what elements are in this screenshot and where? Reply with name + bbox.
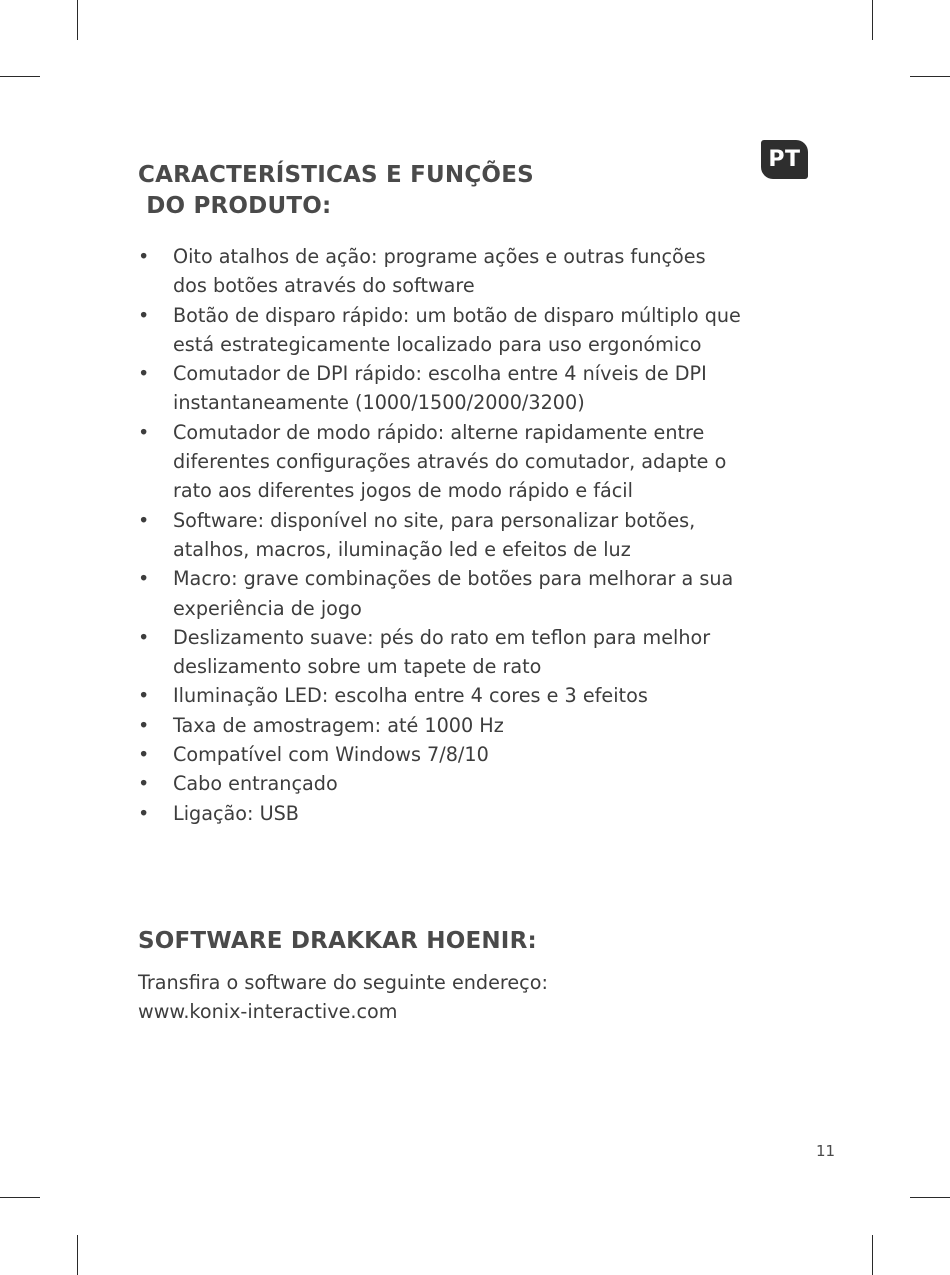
feature-item	[138, 681, 818, 710]
feature-item-text: Software: disponível no site, para personalizar botões,	[173, 508, 696, 532]
feature-item	[138, 359, 818, 418]
feature-item-text: Compatível com Windows 7/8/10	[173, 743, 489, 767]
bullet-icon: •	[138, 362, 150, 386]
crop-mark-top-left-horizontal	[0, 76, 40, 77]
crop-mark-bottom-right-vertical	[872, 1235, 873, 1275]
feature-item	[138, 506, 818, 565]
feature-item-text: Iluminação LED: escolha entre 4 cores e 3 efeitos	[173, 684, 648, 708]
feature-item	[138, 564, 818, 623]
software-url: www.konix-interactive.com	[138, 1000, 398, 1024]
feature-item	[138, 301, 818, 360]
feature-item-text: experiência de jogo	[173, 596, 362, 620]
feature-item	[138, 711, 818, 740]
bullet-icon: •	[138, 772, 150, 796]
bullet-icon: •	[138, 303, 150, 327]
feature-item	[138, 740, 818, 769]
features-heading-line-2: DO PRODUTO:	[138, 193, 332, 219]
feature-item-text: Comutador de DPI rápido: escolha entre 4 níveis de DPI	[173, 362, 707, 386]
bullet-icon: •	[138, 508, 150, 532]
feature-item	[138, 242, 818, 301]
features-list	[138, 242, 818, 828]
feature-item-text: Macro: grave combinações de botões para melhorar a sua	[173, 567, 734, 591]
feature-item-text: está estrategicamente localizado para uso ergonómico	[173, 332, 702, 356]
software-text	[138, 968, 548, 1027]
bullet-icon: •	[138, 625, 150, 649]
bullet-icon: •	[138, 420, 150, 444]
feature-item	[138, 769, 818, 798]
bullet-icon: •	[138, 567, 150, 591]
crop-mark-bottom-left-horizontal	[0, 1197, 40, 1198]
page-number: 11	[816, 1142, 836, 1160]
feature-item-text: Comutador de modo rápido: alterne rapidamente entre	[173, 420, 705, 444]
features-heading-line-1: CARACTERÍSTICAS E FUNÇÕES	[138, 162, 534, 188]
bullet-icon: •	[138, 684, 150, 708]
bullet-icon: •	[138, 743, 150, 767]
feature-item-text: instantaneamente (1000/1500/2000/3200)	[173, 391, 585, 415]
software-heading: SOFTWARE DRAKKAR HOENIR:	[138, 928, 537, 954]
feature-item-text: dos botões através do software	[173, 274, 475, 298]
feature-item-text: diferentes configurações através do comutador, adapte o	[173, 450, 727, 474]
feature-item-text: Deslizamento suave: pés do rato em teflon para melhor	[173, 625, 711, 649]
feature-item-text: deslizamento sobre um tapete de rato	[173, 655, 542, 679]
feature-item-text: Ligação: USB	[173, 801, 299, 825]
feature-item	[138, 623, 818, 682]
bullet-icon: •	[138, 245, 150, 268]
feature-item-text: Botão de disparo rápido: um botão de disparo múltiplo que	[173, 303, 741, 327]
bullet-icon: •	[138, 801, 150, 825]
features-heading	[138, 160, 534, 222]
bullet-icon: •	[138, 713, 150, 737]
feature-item-text: rato aos diferentes jogos de modo rápido e fácil	[173, 479, 633, 503]
language-badge: PT	[761, 140, 808, 179]
crop-mark-top-left-vertical	[77, 0, 78, 40]
software-instruction: Transfira o software do seguinte endereço:	[138, 971, 548, 994]
feature-item-text: Oito atalhos de ação: programe ações e outras funções	[173, 245, 706, 268]
crop-mark-top-right-vertical	[872, 0, 873, 40]
feature-item-text: Cabo entrançado	[173, 772, 338, 796]
feature-item-text: atalhos, macros, iluminação led e efeitos de luz	[173, 537, 631, 561]
crop-mark-top-right-horizontal	[910, 76, 950, 77]
feature-item	[138, 799, 818, 828]
crop-mark-bottom-left-vertical	[77, 1235, 78, 1275]
feature-item	[138, 418, 818, 506]
crop-mark-bottom-right-horizontal	[910, 1197, 950, 1198]
feature-item-text: Taxa de amostragem: até 1000 Hz	[173, 713, 504, 737]
